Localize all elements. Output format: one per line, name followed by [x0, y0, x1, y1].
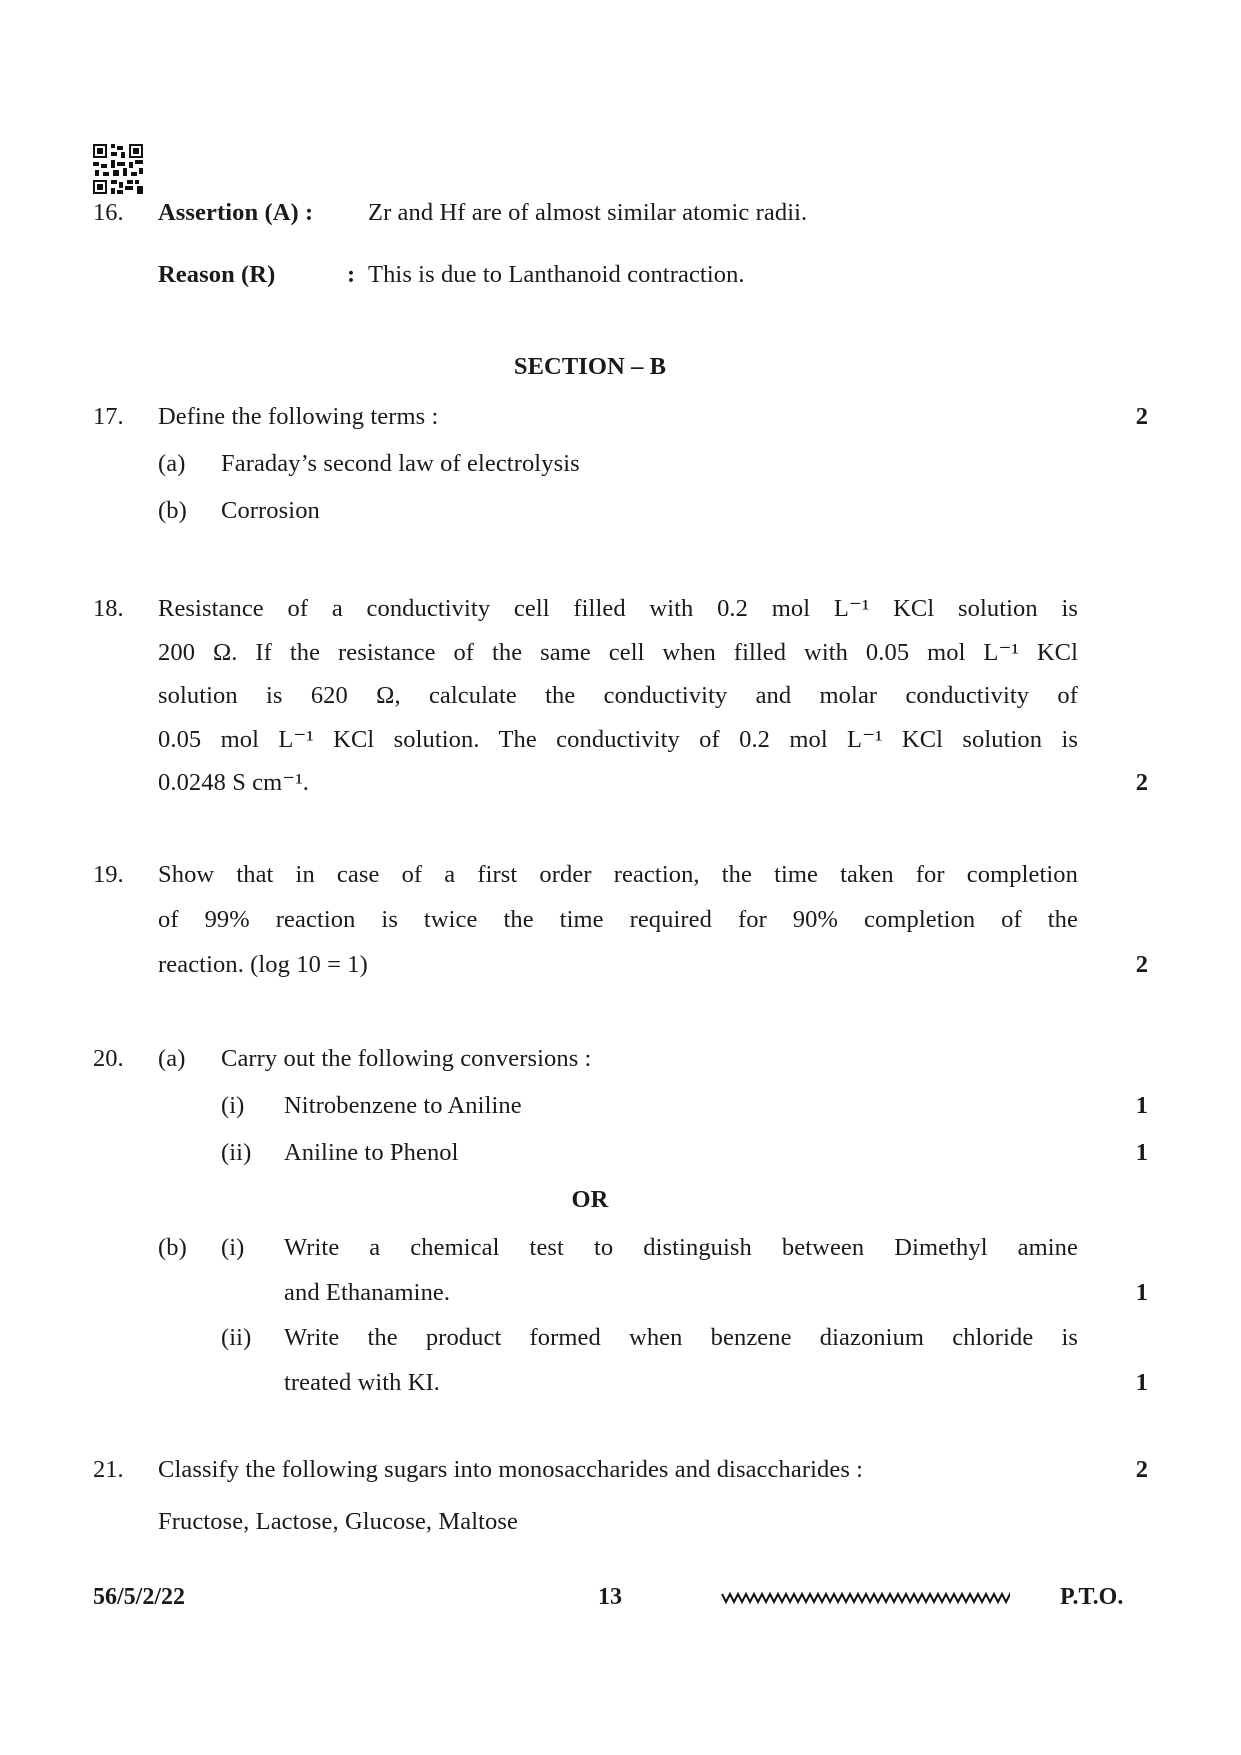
q20-b-i-label: (i): [221, 1234, 245, 1261]
q20-a-ii-marks: 1: [1135, 1139, 1148, 1166]
reason-text: This is due to Lanthanoid contraction.: [368, 261, 745, 288]
or-divider: OR: [571, 1186, 609, 1213]
wavy-line-icon: [720, 1590, 1010, 1606]
q20-b-i-line-1: Write a chemical test to distinguish between Dimethyl amine: [284, 1234, 1078, 1261]
question-number-18: 18.: [93, 595, 124, 622]
q20-b-ii-line-1: Write the product formed when benzene diazonium chloride is: [284, 1324, 1078, 1351]
q20-b-ii-marks: 1: [1135, 1369, 1148, 1396]
q20-a-i-label: (i): [221, 1092, 245, 1119]
q20-a-text: Carry out the following conversions :: [221, 1045, 592, 1072]
q17-b-text: Corrosion: [221, 497, 320, 524]
question-number-16: 16.: [93, 199, 124, 226]
question-19-marks: 2: [1135, 951, 1148, 978]
question-number-17: 17.: [93, 403, 124, 430]
q20-a-label: (a): [158, 1045, 186, 1072]
q20-b-ii-line-2: treated with KI.: [284, 1369, 441, 1396]
q18-line-5: 0.0248 S cm⁻¹.: [158, 769, 309, 796]
q18-line-2: 200 Ω. If the resistance of the same cell when filled with 0.05 mol L⁻¹ KCl: [158, 639, 1078, 666]
q20-a-ii-text: Aniline to Phenol: [284, 1139, 459, 1166]
section-heading: SECTION – B: [513, 353, 667, 380]
question-number-21: 21.: [93, 1456, 124, 1483]
q20-b-i-line-2: and Ethanamine.: [284, 1279, 451, 1306]
q17-a-text: Faraday’s second law of electrolysis: [221, 450, 580, 477]
question-21-list: Fructose, Lactose, Glucose, Maltose: [158, 1508, 519, 1535]
question-number-19: 19.: [93, 861, 124, 888]
q19-line-3: reaction. (log 10 = 1): [158, 951, 368, 978]
reason-colon: :: [347, 261, 356, 288]
q19-line-2: of 99% reaction is twice the time required for 90% completion of the: [158, 906, 1078, 933]
question-17-marks: 2: [1135, 403, 1148, 430]
q19-line-1: Show that in case of a first order reaction, the time taken for completion: [158, 861, 1078, 888]
q20-a-i-text: Nitrobenzene to Aniline: [284, 1092, 522, 1119]
q17-a-label: (a): [158, 450, 186, 477]
assertion-label: Assertion (A) :: [158, 199, 314, 226]
page-number: 13: [598, 1584, 622, 1610]
paper-code: 56/5/2/22: [93, 1584, 186, 1610]
q20-a-i-marks: 1: [1135, 1092, 1148, 1119]
question-21-text: Classify the following sugars into monosaccharides and disaccharides :: [158, 1456, 864, 1483]
question-21-marks: 2: [1135, 1456, 1148, 1483]
q20-b-label: (b): [158, 1234, 187, 1261]
q17-b-label: (b): [158, 497, 187, 524]
q18-line-3: solution is 620 Ω, calculate the conductivity and molar conductivity of: [158, 682, 1078, 709]
q18-line-4: 0.05 mol L⁻¹ KCl solution. The conductivity of 0.2 mol L⁻¹ KCl solution is: [158, 726, 1078, 753]
question-18-marks: 2: [1135, 769, 1148, 796]
q20-a-ii-label: (ii): [221, 1139, 252, 1166]
reason-label: Reason (R): [158, 261, 276, 288]
q18-line-1: Resistance of a conductivity cell filled with 0.2 mol L⁻¹ KCl solution is: [158, 595, 1078, 622]
q20-b-i-marks: 1: [1135, 1279, 1148, 1306]
qr-code-icon: [93, 144, 143, 194]
assertion-text: Zr and Hf are of almost similar atomic radii.: [368, 199, 808, 226]
question-17-text: Define the following terms :: [158, 403, 439, 430]
pto-label: P.T.O.: [1060, 1584, 1124, 1610]
question-number-20: 20.: [93, 1045, 124, 1072]
q20-b-ii-label: (ii): [221, 1324, 252, 1351]
